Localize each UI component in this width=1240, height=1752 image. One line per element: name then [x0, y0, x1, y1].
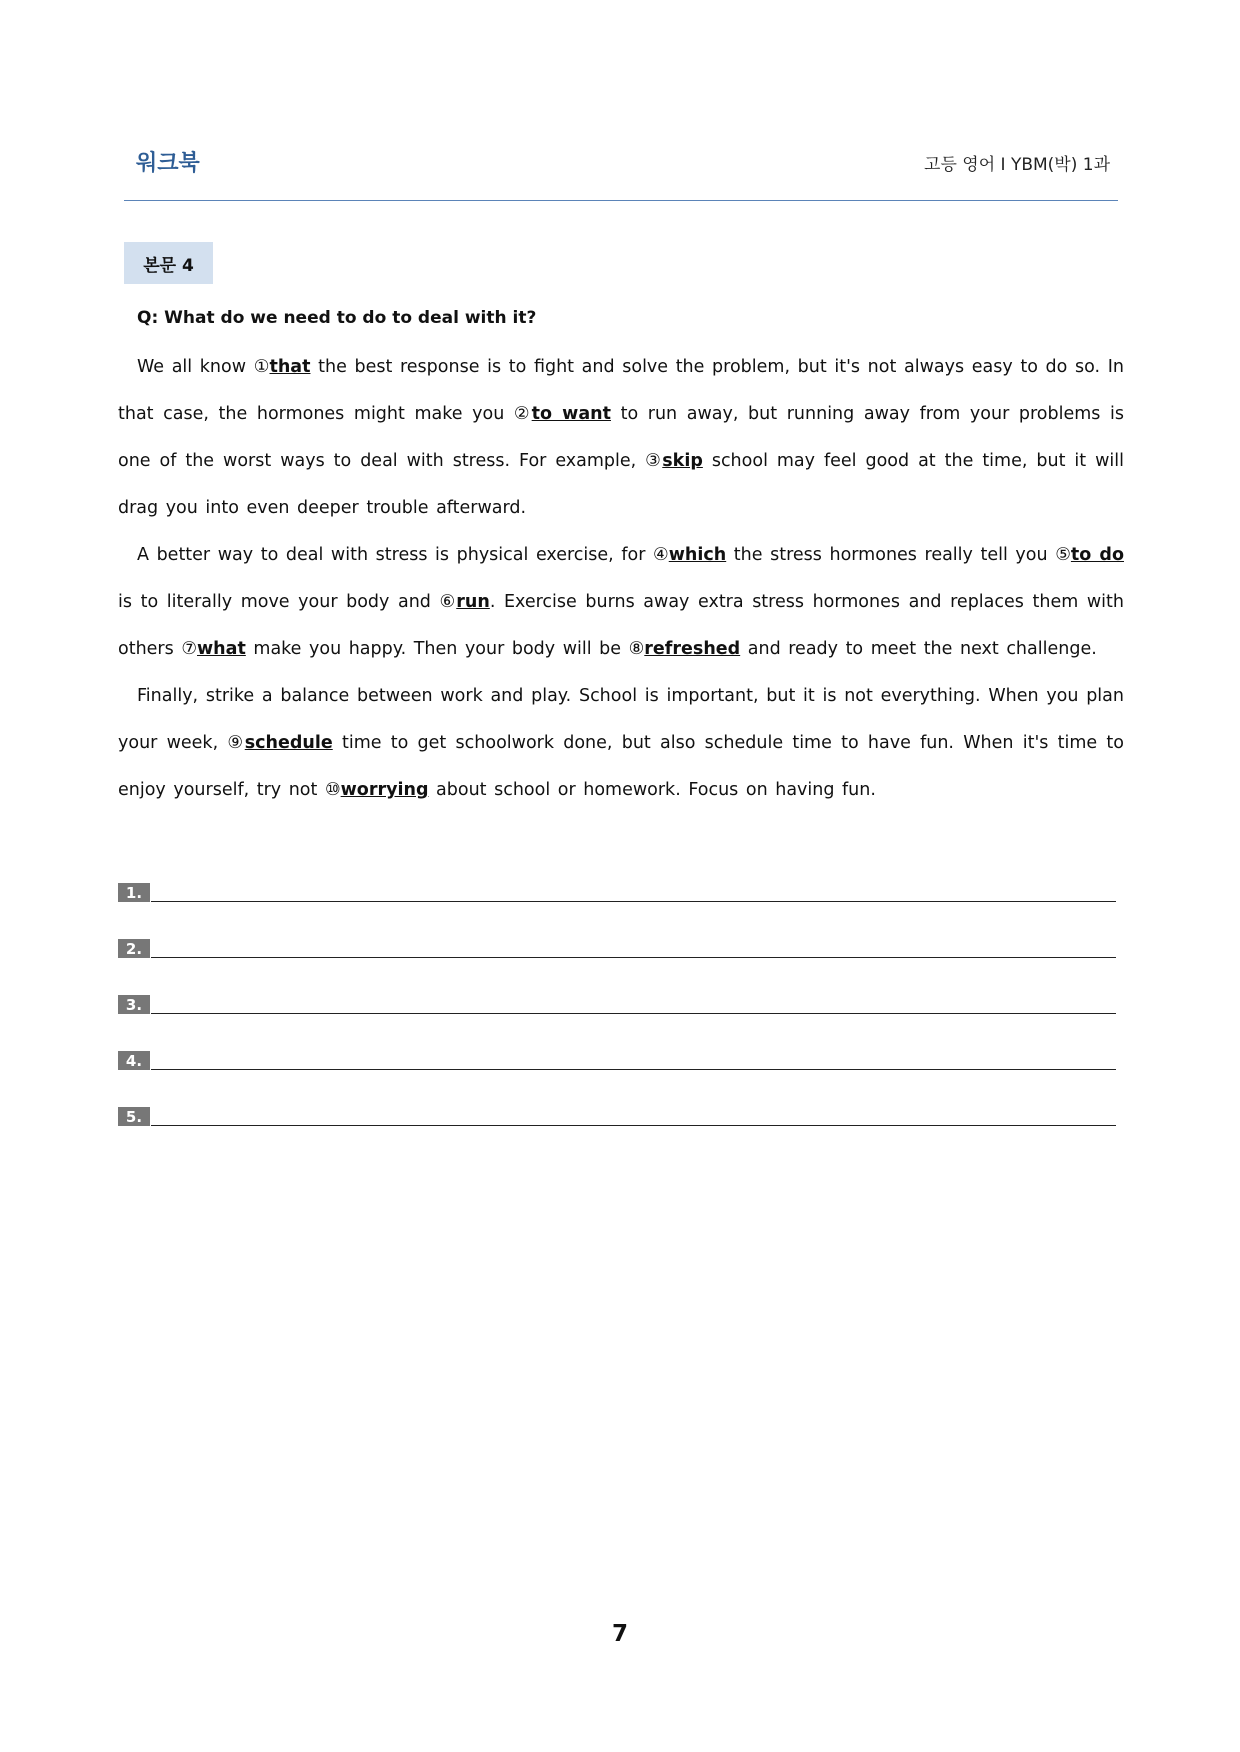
underlined-keyword: that [269, 357, 311, 377]
answer-line[interactable] [151, 901, 1116, 902]
passage-text: the stress hormones really tell you [726, 545, 1056, 565]
answer-list [118, 872, 1116, 1152]
item-number-marker: ⑦ [181, 639, 198, 659]
answer-line[interactable] [151, 1013, 1116, 1014]
header-divider [124, 200, 1118, 201]
answer-row [118, 984, 1116, 1014]
item-number-marker: ⑤ [1055, 545, 1071, 565]
item-number-marker: ② [513, 404, 532, 424]
passage-text: A better way to deal with stress is physical exercise, for [137, 545, 653, 565]
passage-text: . Exercise burns away extra stress hormones and replaces them with others [118, 592, 1124, 659]
answer-row [118, 1040, 1116, 1070]
answer-line[interactable] [151, 1069, 1116, 1070]
paragraph-1 [118, 344, 1124, 532]
item-number-marker: ④ [653, 545, 669, 565]
item-number-marker: ③ [645, 451, 663, 471]
item-number-marker: ⑥ [439, 592, 457, 612]
underlined-keyword: refreshed [644, 639, 741, 659]
passage-text: time to get schoolwork done, but also schedule time to have fun. When it's time to enjoy yourself, try not [118, 733, 1124, 800]
passage-text: and ready to meet the next challenge. [740, 639, 1097, 659]
underlined-keyword: skip [662, 451, 703, 471]
question-text: Q: What do we need to do to deal with it? [137, 308, 537, 328]
section-badge: 본문 4 [124, 242, 213, 284]
passage [118, 344, 1124, 814]
paragraph-3 [118, 673, 1124, 814]
answer-line[interactable] [151, 1125, 1116, 1126]
passage-text: the best response is to fight and solve the problem, but it's not always easy to do so. In that case, the hormones might make you [118, 357, 1124, 424]
underlined-keyword: run [456, 592, 490, 612]
workbook-title: 워크북 [136, 151, 200, 176]
passage-text: to run away, but running away from your problems is one of the worst ways to deal with stress. For example, [118, 404, 1124, 471]
underlined-keyword: to do [1070, 545, 1124, 565]
passage-text: We all know [137, 357, 254, 377]
answer-number-badge: 4. [118, 1051, 150, 1070]
passage-text: school may feel good at the time, but it will drag you into even deeper trouble afterward. [118, 451, 1124, 518]
passage-text: make you happy. Then your body will be [245, 639, 629, 659]
course-info: 고등 영어 I YBM(박) 1과 [924, 155, 1110, 175]
item-number-marker: ⑩ [324, 780, 341, 800]
answer-number-badge: 3. [118, 995, 150, 1014]
underlined-keyword: which [668, 545, 727, 565]
answer-row [118, 1096, 1116, 1126]
passage-text: Finally, strike a balance between work and play. School is important, but it is not everything. When you plan your week, [118, 686, 1124, 753]
answer-number-badge: 1. [118, 883, 150, 902]
underlined-keyword: what [197, 639, 246, 659]
page-number: 7 [611, 1621, 628, 1647]
answer-number-badge: 2. [118, 939, 150, 958]
underlined-keyword: worrying [340, 780, 429, 800]
passage-text: about school or homework. Focus on having fun. [428, 780, 876, 800]
item-number-marker: ⑧ [628, 639, 645, 659]
answer-number-badge: 5. [118, 1107, 150, 1126]
passage-text: is to literally move your body and [118, 592, 440, 612]
answer-row [118, 872, 1116, 902]
paragraph-2 [118, 532, 1124, 673]
answer-row [118, 928, 1116, 958]
underlined-keyword: to want [531, 404, 611, 424]
item-number-marker: ① [253, 357, 270, 377]
item-number-marker: ⑨ [227, 733, 245, 753]
answer-line[interactable] [151, 957, 1116, 958]
underlined-keyword: schedule [244, 733, 333, 753]
